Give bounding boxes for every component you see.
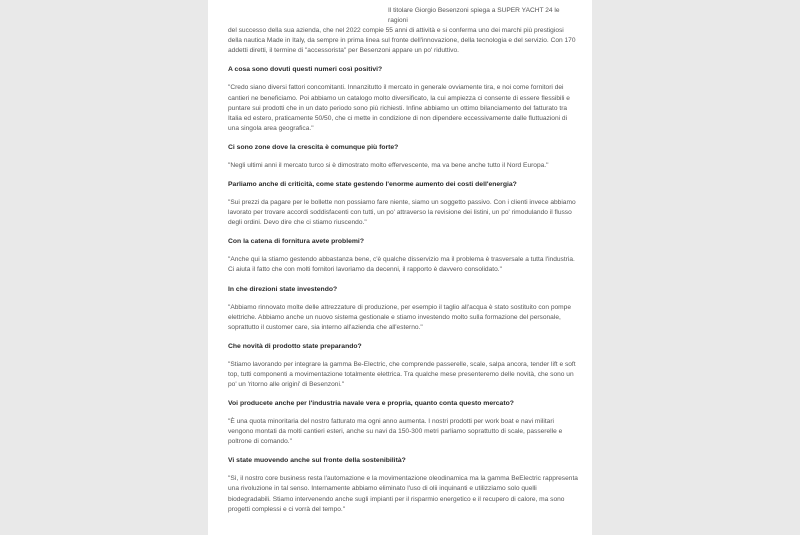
answer-8: "Sì, il nostro core business resta l'automazione e la movimentazione oleodinamica ma la gamma BeElectric rappresenta una rivoluzione in tal senso. Internamente abbiamo eliminato l'uso di olii inquinanti e utilizziamo solo quelli biodegradabili. Stiamo intervenendo anche sugli impianti per il risparmio energetico e il recupero di calore, ma sono progetti complessi e ci vorrà del tempo."	[228, 475, 578, 513]
question-4: Con la catena di fornitura avete problemi?	[228, 238, 364, 246]
question-3: Parliamo anche di criticità, come state gestendo l'enorme aumento dei costi dell'energia?	[228, 181, 517, 189]
answer-4: "Anche qui la stiamo gestendo abbastanza bene, c'è qualche disservizio ma il problema è trasversale a tutta l'industria. Ci aiuta il fatto che con molti fornitori lavoriamo da decenni, il rapporto è davvero consolidato."	[228, 256, 575, 274]
article-page	[208, 0, 592, 535]
question-1: A cosa sono dovuti questi numeri così positivi?	[228, 66, 383, 74]
answer-3: "Sui prezzi da pagare per le bollette non possiamo fare niente, siamo un soggetto passivo. Con i clienti invece abbiamo lavorato per trovare accordi soddisfacenti con tutti, un po' attraverso la revisione dei listini, un po' rimodulando il flusso degli ordini. Devo dire che ci stiamo riuscendo."	[228, 199, 576, 227]
question-2: Ci sono zone dove la crescita è comunque più forte?	[228, 143, 399, 151]
answer-6: "Stiamo lavorando per integrare la gamma Be-Electric, che comprende passerelle, scale, salpa ancora, tender lift e soft top, tutti componenti a movimentazione totalmente elettrica. Tra qualche mese presenteremo delle novità, che sono un po' un 'ritorno alle origini' di Besenzoni."	[228, 360, 576, 388]
question-8: Vi state muovendo anche sul fronte della sostenibilità?	[228, 457, 406, 465]
question-6: Che novità di prodotto state preparando?	[228, 342, 362, 350]
answer-2: "Negli ultimi anni il mercato turco si è dimostrato molto effervescente, ma va bene anche tutto il Nord Europa."	[228, 161, 549, 169]
intro-paragraph: del successo della sua azienda, che nel 2022 compie 55 anni di attività e si conferma uno dei marchi più prestigiosi della nautica Made in Italy, da sempre in prima linea sul fronte dell'innovazione, della tecnologia e del servizio. Con 170 addetti diretti, il termine di "accessorista" per Besenzoni appare un po' riduttivo.	[228, 27, 576, 55]
question-7: Voi producete anche per l'industria navale vera e propria, quanto conta questo mercato?	[228, 400, 514, 408]
answer-5: "Abbiamo rinnovato molte delle attrezzature di produzione, per esempio il taglio all'acqua è stato sostituito con pompe elettriche. Abbiamo anche un nuovo sistema gestionale e stiamo investendo molto sulla formazione del personale, soprattutto il customer care, sia interno all'azienda che all'esterno."	[228, 303, 572, 331]
answer-7: "È una quota minoritaria del nostro fatturato ma ogni anno aumenta. I nostri prodotti per work boat e navi militari vengono montati da molti cantieri esteri, anche su navi da 150-300 metri parliamo soprattutto di scale, passerelle e poltrone di comando."	[228, 418, 563, 446]
question-5: In che direzioni state investendo?	[228, 285, 338, 293]
intro-side-line: Il titolare Giorgio Besenzoni spiega a SUPER YACHT 24 le ragioni	[388, 7, 560, 25]
answer-1: "Credo siano diversi fattori concomitanti. Innanzitutto il mercato in generale ovviamente tira, e noi come fornitori dei cantieri ne beneficiamo. Poi abbiamo un catalogo molto diversificato, la cui ampiezza ci consente di essere flessibili e puntare sui prodotti che in un dato periodo sono più richiesti. Infine abbiamo un ottimo bilanciamento del fatturato tra Italia ed estero, praticamente 50/50, che ci mette in condizione di non dipendere eccessivamente dalle fluttuazioni di una singola area geografica."	[228, 84, 570, 132]
